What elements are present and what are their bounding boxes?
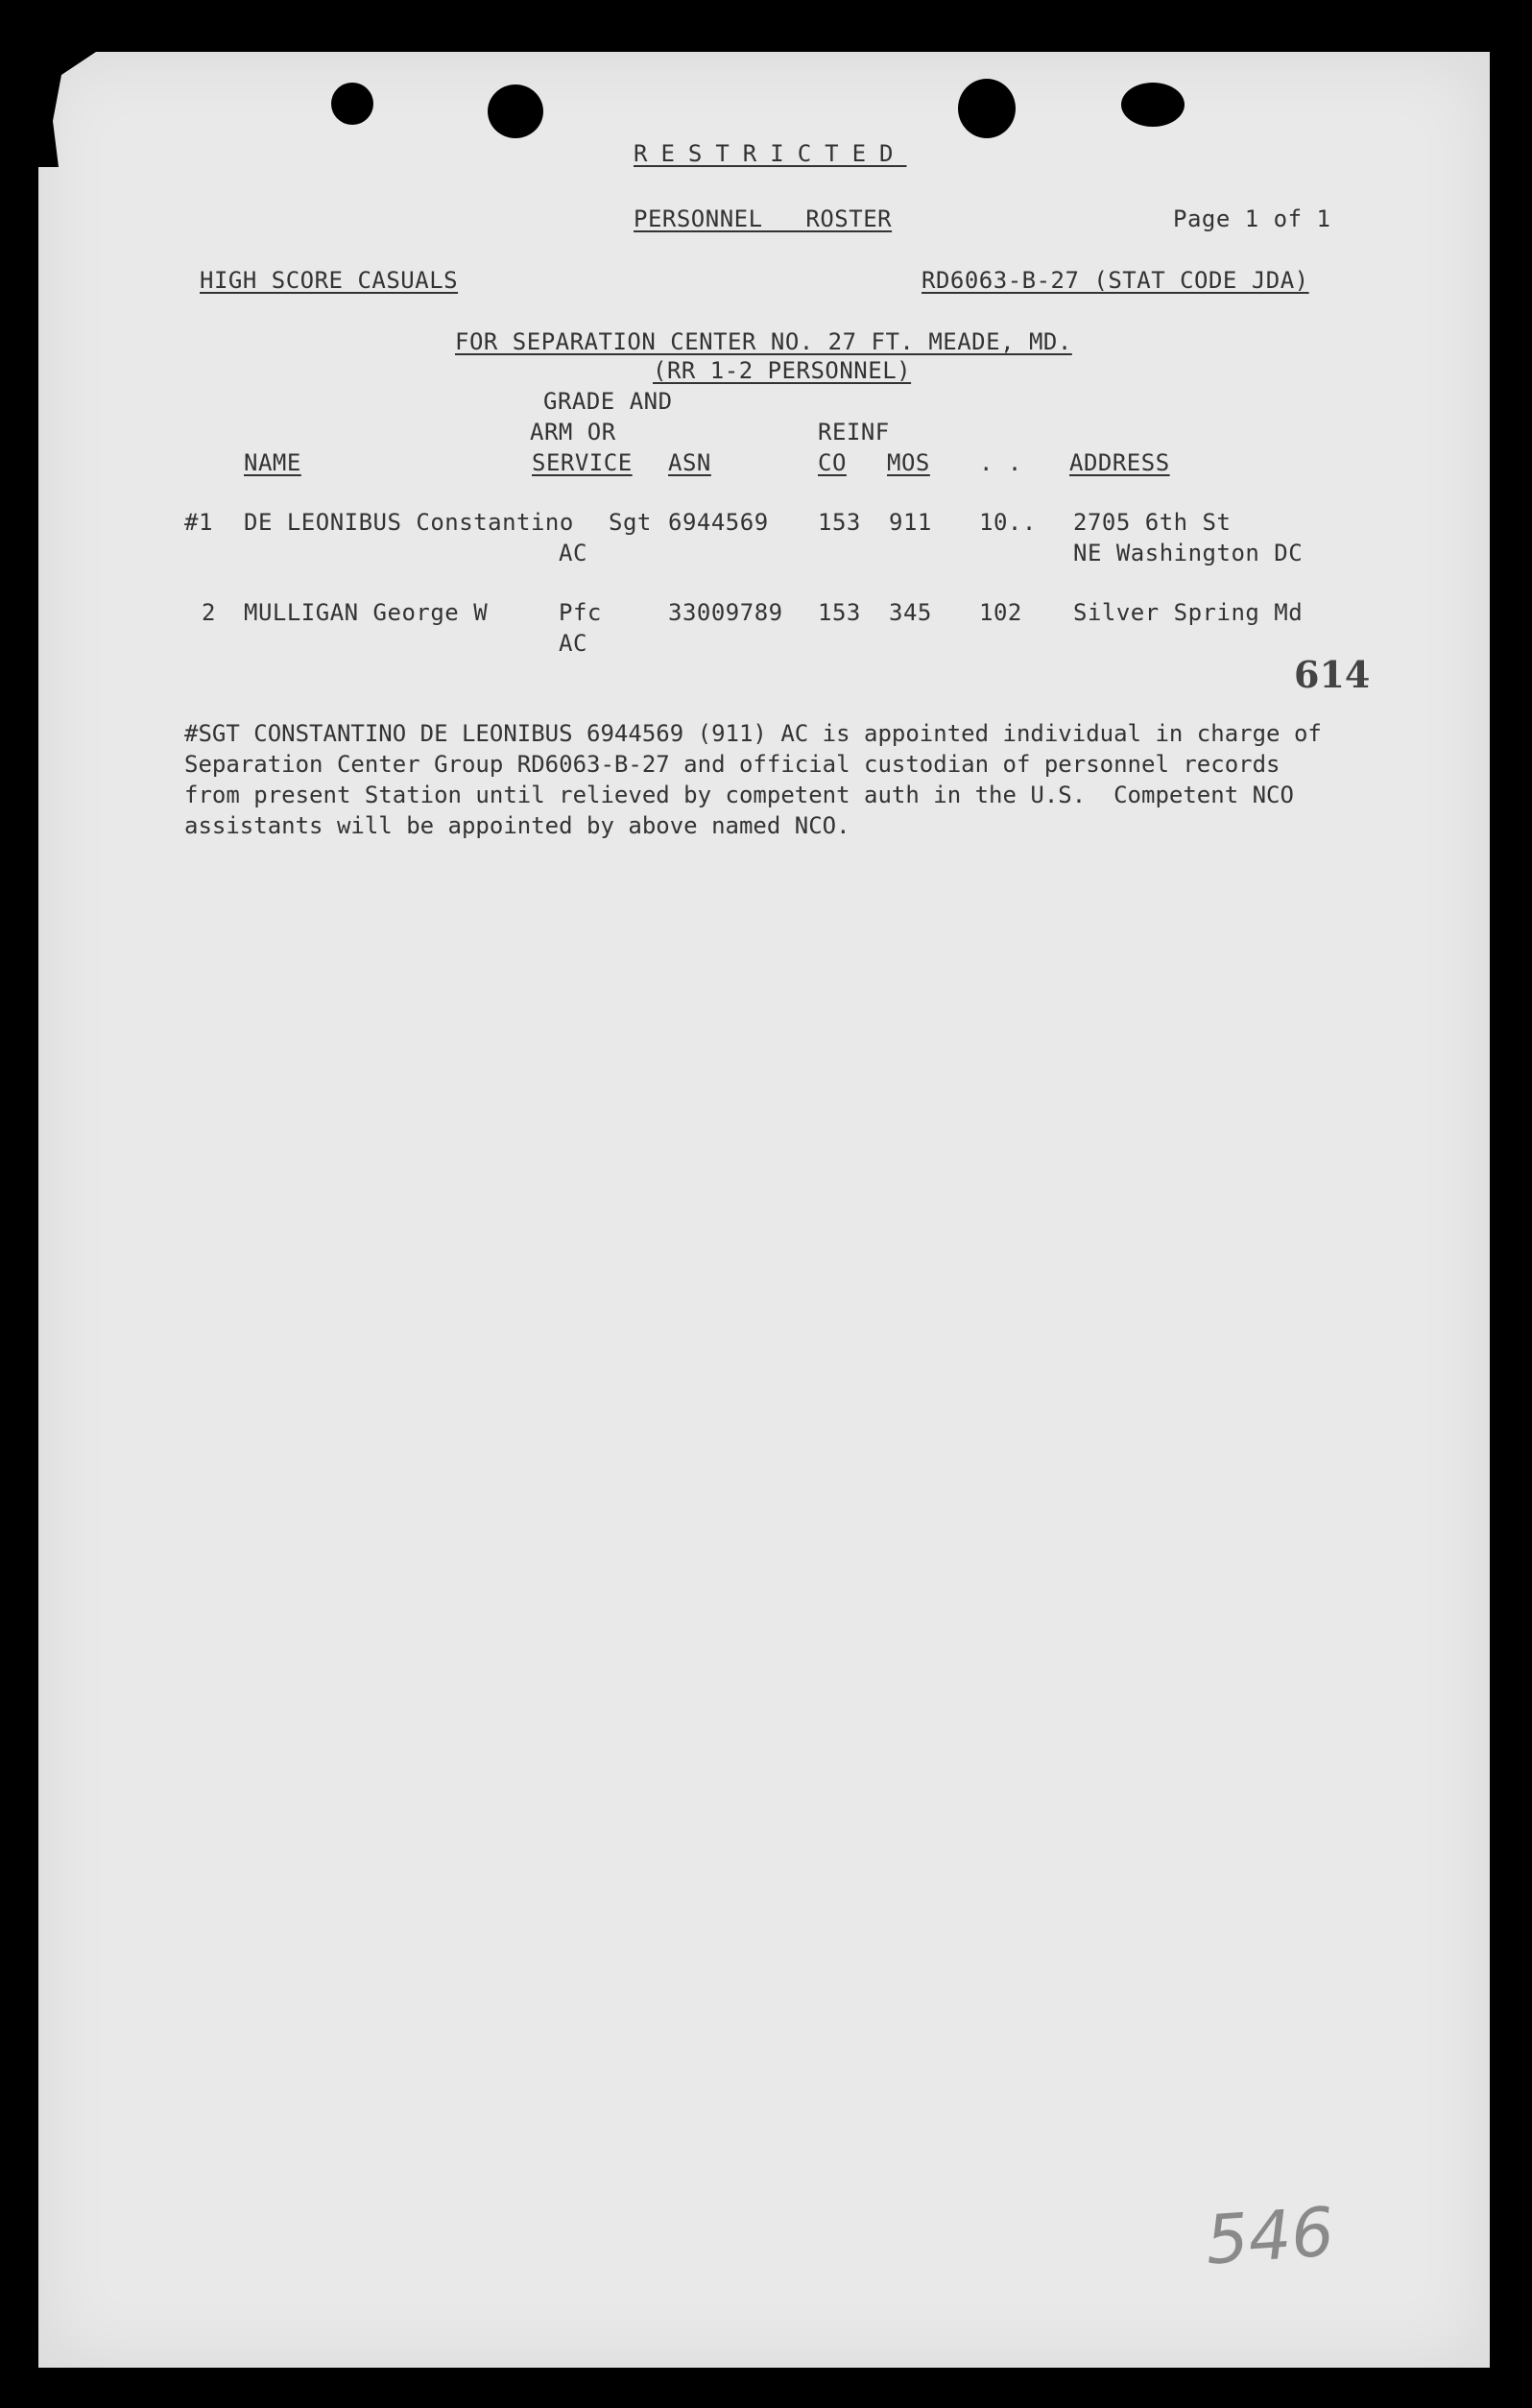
row-1-num: #1 bbox=[184, 509, 213, 536]
row-2-co: 153 bbox=[818, 599, 861, 626]
col-mos: MOS bbox=[887, 449, 930, 476]
row-2-num: 2 bbox=[202, 599, 216, 626]
row-1-name: DE LEONIBUS Constantino bbox=[244, 509, 574, 536]
row-1-co: 153 bbox=[818, 509, 861, 536]
row-1-mos: 911 bbox=[889, 509, 932, 536]
row-1-asn: 6944569 bbox=[668, 509, 769, 536]
row-2-service: AC bbox=[559, 630, 587, 657]
row-2-pts: 102 bbox=[979, 599, 1022, 626]
row-1-address-2: NE Washington DC bbox=[1073, 540, 1304, 566]
group-code: RD6063-B-27 (STAT CODE JDA) bbox=[922, 267, 1309, 294]
col-asn: ASN bbox=[668, 449, 711, 476]
punch-hole-4 bbox=[1121, 83, 1185, 127]
row-1-service: AC bbox=[559, 540, 587, 566]
punch-hole-3 bbox=[958, 79, 1016, 138]
row-1-address-1: 2705 6th St bbox=[1073, 509, 1232, 536]
destination-line-1: FOR SEPARATION CENTER NO. 27 FT. MEADE, MD. bbox=[455, 328, 1072, 355]
col-unlabeled: . . bbox=[979, 449, 1022, 476]
page-label: Page 1 of 1 bbox=[1173, 205, 1331, 232]
col-service: SERVICE bbox=[532, 449, 633, 476]
col-address: ADDRESS bbox=[1069, 449, 1170, 476]
group-label: HIGH SCORE CASUALS bbox=[200, 267, 459, 294]
destination-line-2: (RR 1-2 PERSONNEL) bbox=[653, 357, 912, 384]
roster-title: PERSONNEL ROSTER bbox=[634, 205, 893, 232]
handwritten-number: 546 bbox=[1203, 2192, 1337, 2280]
col-reinf: REINF bbox=[818, 419, 890, 445]
stamp-number: 614 bbox=[1294, 653, 1371, 696]
punch-hole-2 bbox=[488, 84, 543, 138]
punch-hole-1 bbox=[331, 83, 373, 125]
row-2-address-1: Silver Spring Md bbox=[1073, 599, 1304, 626]
document-page bbox=[38, 52, 1490, 2368]
col-co: CO bbox=[818, 449, 847, 476]
col-grade-line-1: GRADE AND bbox=[543, 388, 673, 415]
row-2-name: MULLIGAN George W bbox=[244, 599, 489, 626]
footnote-paragraph: #SGT CONSTANTINO DE LEONIBUS 6944569 (911) AC is appointed individual in charge of Separation Center Group RD6063-B-27 and official custodian of personnel records from present Station until relieved by competent auth in the U.S. Competent NCO assistants will be appointed by above named NCO. bbox=[184, 720, 1322, 839]
row-1-grade: Sgt bbox=[609, 509, 652, 536]
col-grade-line-2: ARM OR bbox=[530, 419, 616, 445]
row-1-pts: 10.. bbox=[979, 509, 1037, 536]
row-2-asn: 33009789 bbox=[668, 599, 783, 626]
col-name: NAME bbox=[244, 449, 301, 476]
row-2-grade: Pfc bbox=[559, 599, 602, 626]
classification-heading: RESTRICTED bbox=[634, 140, 907, 167]
row-2-mos: 345 bbox=[889, 599, 932, 626]
